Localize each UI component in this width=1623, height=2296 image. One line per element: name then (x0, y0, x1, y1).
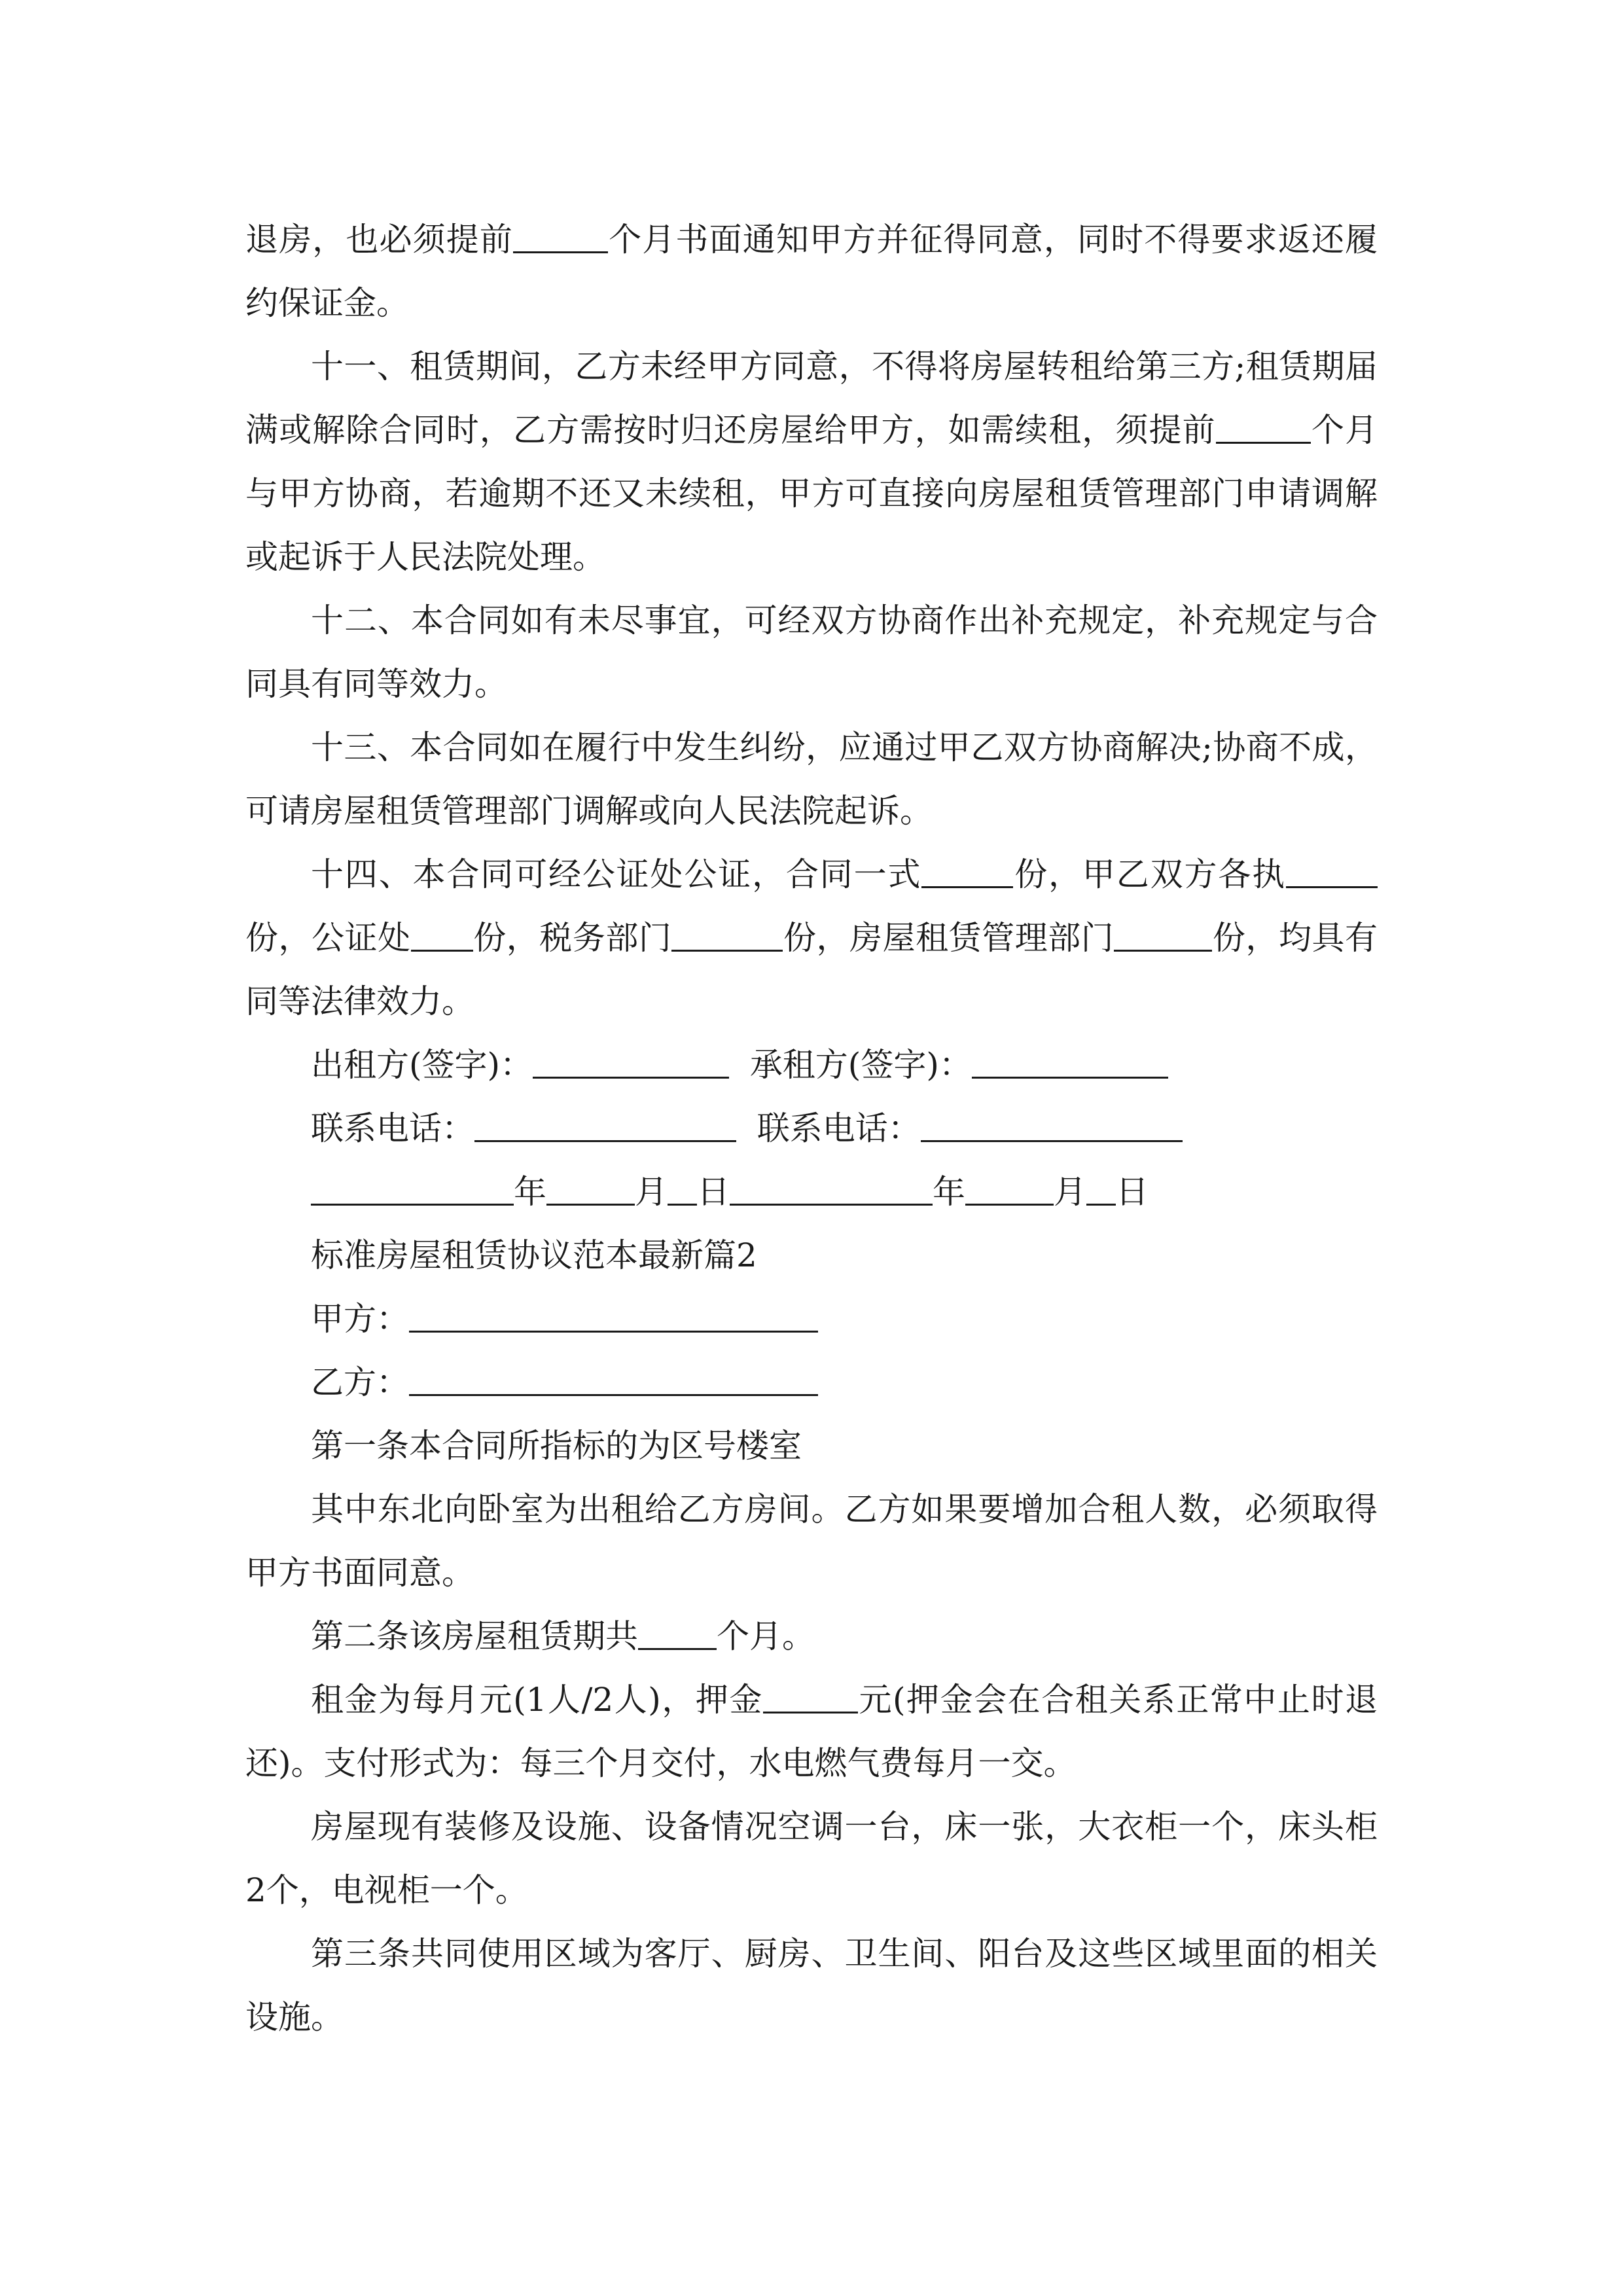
article-3: 第三条共同使用区域为客厅、厨房、卫生间、阳台及这些区域里面的相关设施。 (245, 1935, 1378, 2036)
text: 月 (635, 1173, 668, 1211)
facilities: 房屋现有装修及设施、设备情况空调一台，床一张，大衣柜一个，床头柜2个，电视柜一个。 (245, 1808, 1378, 1909)
party-b-label: 乙方： (311, 1363, 409, 1401)
party-b-blank (409, 1355, 818, 1396)
day-blank (668, 1164, 697, 1206)
paragraph-move-out (245, 208, 1378, 335)
month-blank (546, 1164, 635, 1206)
blank-line (1114, 910, 1212, 952)
clause-14 (245, 843, 1378, 1033)
date-row (245, 1160, 1378, 1224)
month-blank (965, 1164, 1054, 1206)
article-1-title: 第一条本合同所指标的为区号楼室 (311, 1427, 802, 1465)
lessee-phone-label: 联系电话： (757, 1109, 921, 1147)
text: 十四、本合同可经公证处公证，合同一式 (311, 855, 922, 893)
lessor-phone-blank (474, 1101, 736, 1142)
section-title: 标准房屋租赁协议范本最新篇2 (311, 1236, 757, 1274)
blank-line (513, 212, 608, 253)
article-2 (245, 1605, 1378, 1668)
party-a-blank (409, 1291, 818, 1333)
blank-line (921, 847, 1013, 888)
text: 个月。 (717, 1617, 815, 1655)
party-a-label: 甲方： (311, 1300, 409, 1338)
day-blank (1086, 1164, 1116, 1206)
text: 份，均具有同等法律效力。 (245, 919, 1378, 1020)
text: 个月与甲方协商，若逾期不还又未续租，甲方可直接向房屋租赁管理部门申请调解或起诉于人民法院处理。 (245, 411, 1378, 576)
text: 退房，也必须提前 (245, 221, 514, 259)
blank-line (1216, 403, 1311, 444)
clause-11 (245, 335, 1378, 589)
year-blank (311, 1164, 514, 1206)
phone-row (245, 1097, 1378, 1160)
blank-line (411, 910, 473, 952)
lessor-phone-label: 联系电话： (311, 1109, 474, 1147)
party-b-row (245, 1351, 1378, 1414)
blank-line (638, 1609, 717, 1650)
text: 份，房屋租赁管理部门 (783, 919, 1115, 957)
article-1-body: 其中东北向卧室为出租给乙方房间。乙方如果要增加合租人数，必须取得甲方书面同意。 (245, 1490, 1378, 1592)
blank-line (763, 1672, 858, 1713)
blank-line (671, 910, 783, 952)
document-body (245, 208, 1378, 2049)
text: 月 (1054, 1173, 1086, 1211)
lessee-signature-label: 承租方(签字)： (749, 1046, 972, 1084)
lessor-signature-blank (533, 1037, 729, 1079)
text: 年 (933, 1173, 965, 1211)
text: 个月书面通知甲方并征得同意，同时不得要求返还履约保证金。 (245, 221, 1378, 322)
rent-terms (245, 1668, 1378, 1795)
text: 份，公证处 (245, 919, 411, 957)
clause-12: 十二、本合同如有未尽事宜，可经双方协商作出补充规定，补充规定与合同具有同等效力。 (245, 601, 1378, 703)
text: 元(押金会在合租关系正常中止时退还)。支付形式为：每三个月交付，水电燃气费每月一交。 (245, 1681, 1378, 1782)
text: 十一、租赁期间，乙方未经甲方同意，不得将房屋转租给第三方;租赁期届满或解除合同时，乙方需按时归还房屋给甲方，如需续租，须提前 (245, 348, 1378, 449)
lessee-signature-blank (972, 1037, 1168, 1079)
text: 份，甲乙双方各执 (1013, 855, 1287, 893)
blank-line (1286, 847, 1378, 888)
text: 日 (697, 1173, 730, 1211)
text: 第二条该房屋租赁期共 (311, 1617, 638, 1655)
party-a-row (245, 1287, 1378, 1351)
clause-13: 十三、本合同如在履行中发生纠纷，应通过甲乙双方协商解决;协商不成，可请房屋租赁管理部门调解或向人民法院起诉。 (245, 728, 1378, 830)
lessor-signature-label: 出租方(签字)： (311, 1046, 533, 1084)
text: 年 (514, 1173, 546, 1211)
signature-row (245, 1033, 1378, 1097)
text: 日 (1116, 1173, 1149, 1211)
text: 租金为每月元(1人/2人)，押金 (311, 1681, 763, 1719)
text: 份，税务部门 (473, 919, 672, 957)
year-blank (730, 1164, 933, 1206)
lessee-phone-blank (921, 1101, 1183, 1142)
